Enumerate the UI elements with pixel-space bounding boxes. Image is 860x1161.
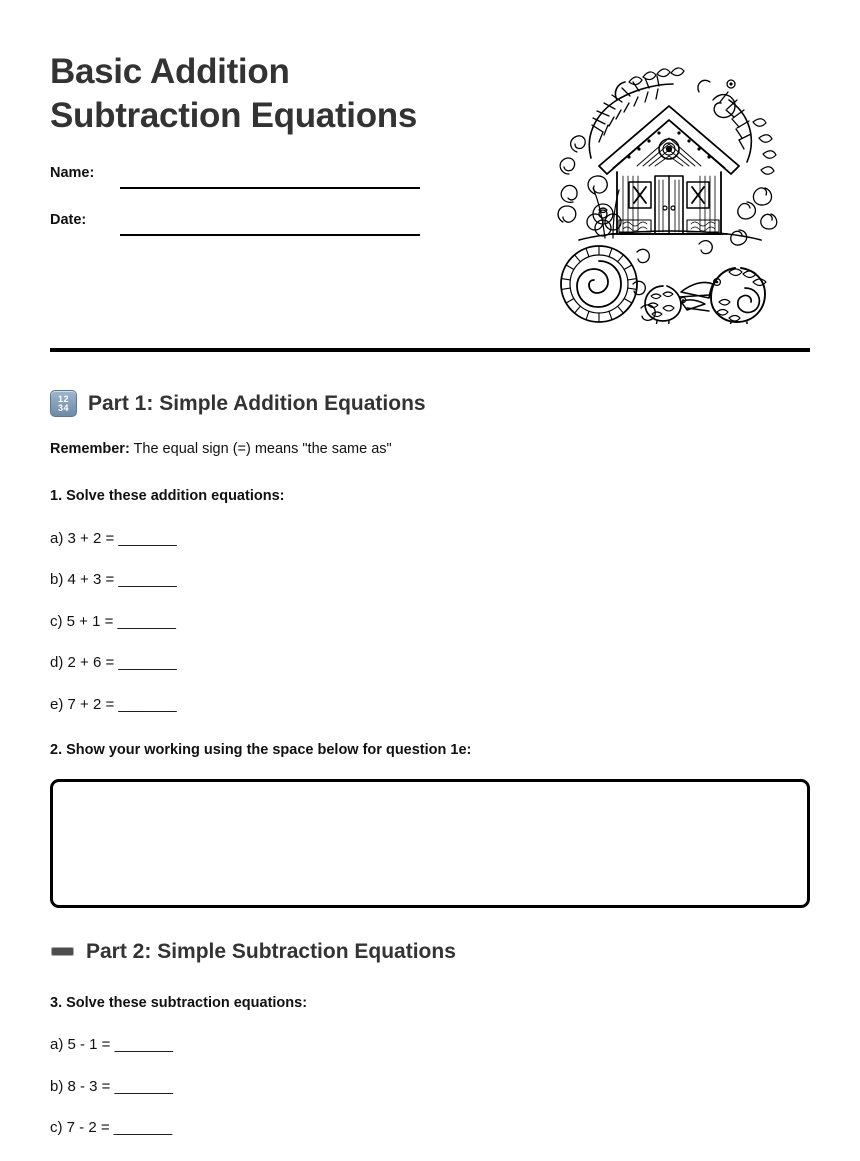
section-heading-part-2: [50, 939, 456, 964]
remember-text: The equal sign (=) means "the same as": [129, 441, 392, 457]
question-1-item-b[interactable]: b) 4 + 3 = _______: [50, 571, 177, 588]
title-line-1: Basic Addition: [50, 52, 290, 91]
question-2-prompt: 2. Show your working using the space below for question 1e:: [50, 742, 472, 758]
section-heading-part-1: [50, 390, 426, 417]
working-space-box[interactable]: [50, 779, 810, 908]
icon-numbers-top: 12: [57, 393, 69, 404]
question-3-prompt: 3. Solve these subtraction equations:: [50, 995, 308, 1011]
remember-label: Remember:: [50, 441, 130, 457]
name-input-line[interactable]: [120, 187, 420, 189]
input-numbers-icon: [50, 390, 77, 417]
question-3-item-b[interactable]: b) 8 - 3 = _______: [50, 1078, 174, 1095]
name-label: Name:: [50, 165, 95, 181]
question-1-item-d[interactable]: d) 2 + 6 = _______: [50, 654, 177, 671]
date-label: Date:: [50, 212, 87, 228]
question-3-item-a[interactable]: a) 5 - 1 = _______: [50, 1036, 174, 1053]
question-1-item-c[interactable]: c) 5 + 1 = _______: [50, 613, 176, 630]
question-1-item-a[interactable]: a) 3 + 2 = _______: [50, 530, 177, 547]
minus-sign-icon: [50, 939, 75, 964]
question-1-prompt: 1. Solve these addition equations:: [50, 488, 285, 504]
icon-numbers-bottom: 34: [57, 402, 69, 413]
section-heading-part-2-label: Part 2: Simple Subtraction Equations: [86, 939, 456, 963]
title-line-2: Subtraction Equations: [50, 96, 418, 135]
remember-note: [50, 441, 392, 457]
section-heading-part-1-label: Part 1: Simple Addition Equations: [88, 391, 426, 415]
question-3-item-c[interactable]: c) 7 - 2 = _______: [50, 1119, 173, 1136]
page-title: [50, 50, 520, 138]
header-divider: [50, 348, 810, 352]
question-1-item-e[interactable]: e) 7 + 2 = _______: [50, 696, 177, 713]
date-input-line[interactable]: [120, 234, 420, 236]
maori-whare-kiwi-koru-illustration: [533, 62, 805, 324]
